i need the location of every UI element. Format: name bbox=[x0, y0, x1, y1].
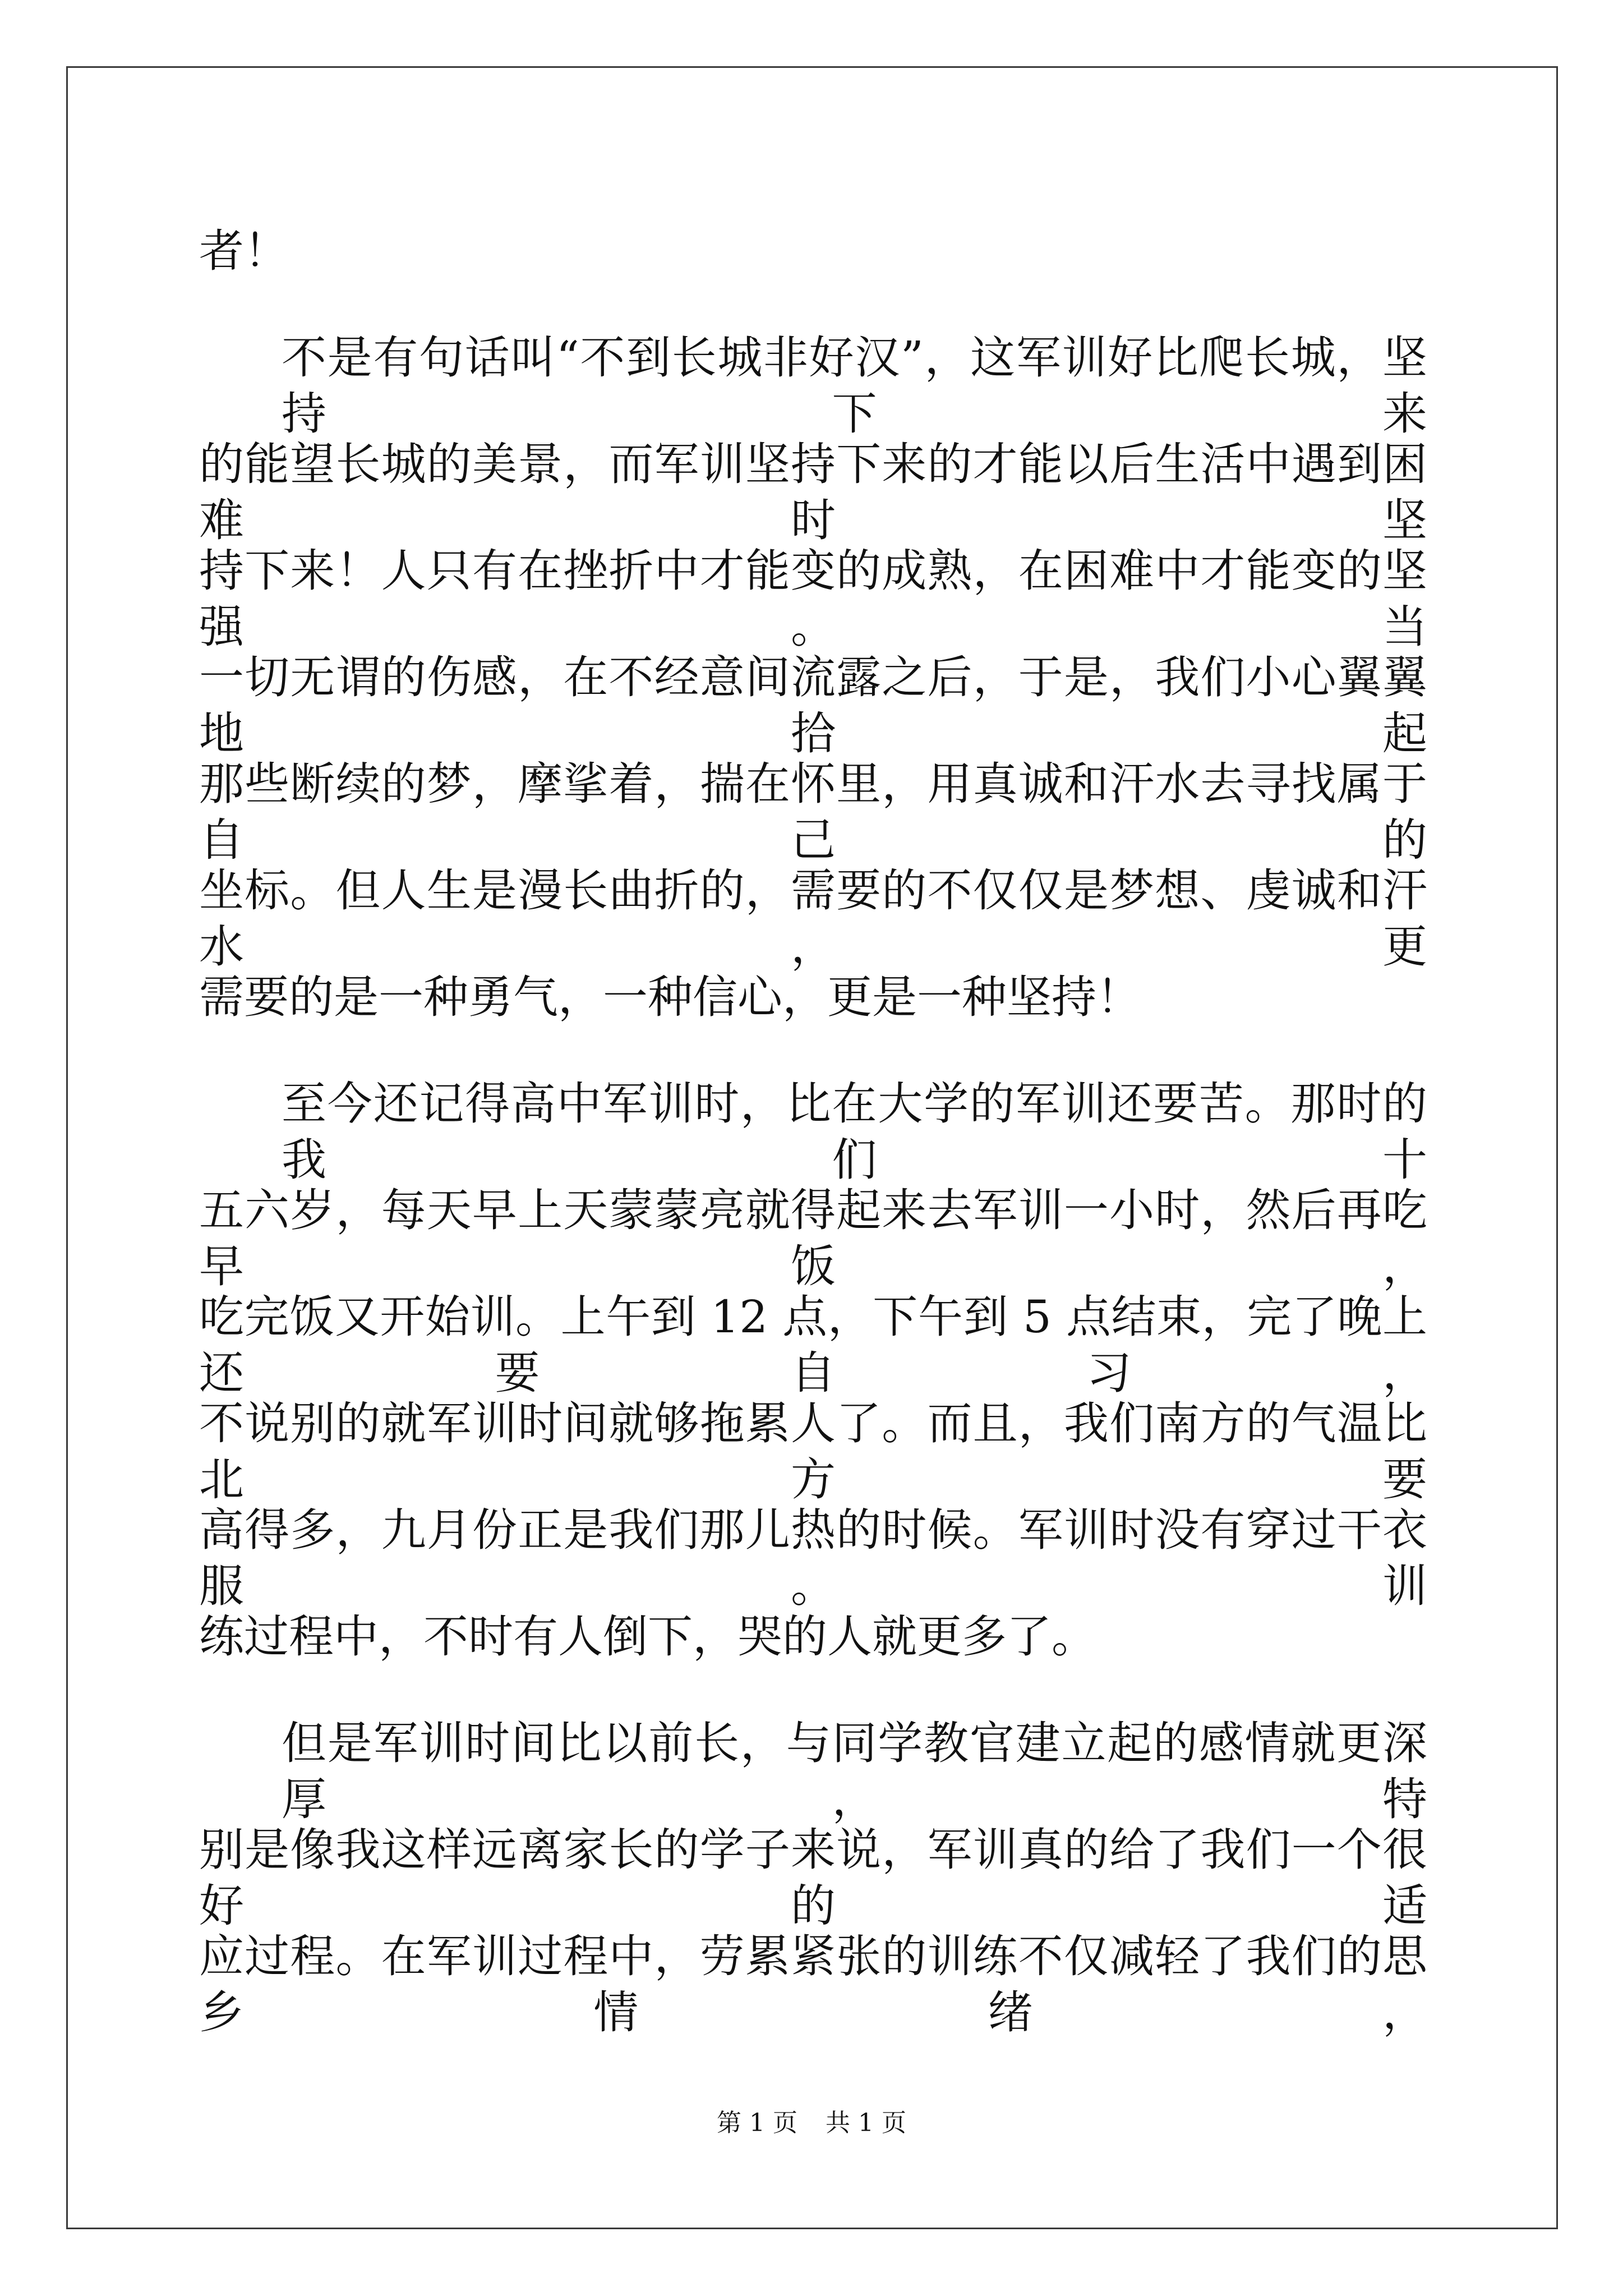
text-line: 那些断续的梦，摩挲着，揣在怀里，用真诚和汗水去寻找属于自己的 bbox=[199, 758, 1427, 866]
text-line: 但是军训时间比以前长，与同学教官建立起的感情就更深厚，特 bbox=[282, 1717, 1427, 1825]
page-total: 共 1 页 bbox=[826, 2109, 906, 2137]
text-line: 应过程。在军训过程中，劳累紧张的训练不仅减轻了我们的思乡情绪， bbox=[199, 1930, 1427, 2039]
text-line: 不是有句话叫“不到长城非好汉”，这军训好比爬长城，坚持下来 bbox=[282, 332, 1427, 440]
text-line: 至今还记得高中军训时，比在大学的军训还要苦。那时的我们十 bbox=[282, 1078, 1427, 1186]
text-line: 不说别的就军训时间就够拖累人了。而且，我们南方的气温比北方要 bbox=[199, 1397, 1427, 1506]
text-line: 别是像我这样远离家长的学子来说，军训真的给了我们一个很好的适 bbox=[199, 1824, 1427, 1932]
text-line: 高得多，九月份正是我们那儿热的时候。军训时没有穿过干衣服。训 bbox=[199, 1504, 1427, 1612]
text-line: 五六岁，每天早上天蒙蒙亮就得起来去军训一小时，然后再吃早饭， bbox=[199, 1184, 1427, 1292]
page-footer bbox=[0, 2106, 1623, 2140]
text-line: 练过程中，不时有人倒下，哭的人就更多了。 bbox=[199, 1611, 1096, 1663]
text-line: 坐标。但人生是漫长曲折的，需要的不仅仅是梦想、虔诚和汗水，更 bbox=[199, 864, 1427, 973]
text-line: 持下来！人只有在挫折中才能变的成熟，在困难中才能变的坚强。当 bbox=[199, 545, 1427, 653]
text-line: 一切无谓的伤感，在不经意间流露之后，于是，我们小心翼翼地拾起 bbox=[199, 651, 1427, 760]
text-line: 需要的是一种勇气，一种信心，更是一种坚持！ bbox=[199, 971, 1141, 1023]
text-line: 者！ bbox=[199, 225, 289, 277]
page-number: 第 1 页 bbox=[717, 2109, 797, 2137]
text-line: 的能望长城的美景，而军训坚持下来的才能以后生活中遇到困难时坚 bbox=[199, 438, 1427, 546]
text-line: 吃完饭又开始训。上午到 12 点，下午到 5 点结束，完了晚上还要自习， bbox=[199, 1291, 1427, 1399]
